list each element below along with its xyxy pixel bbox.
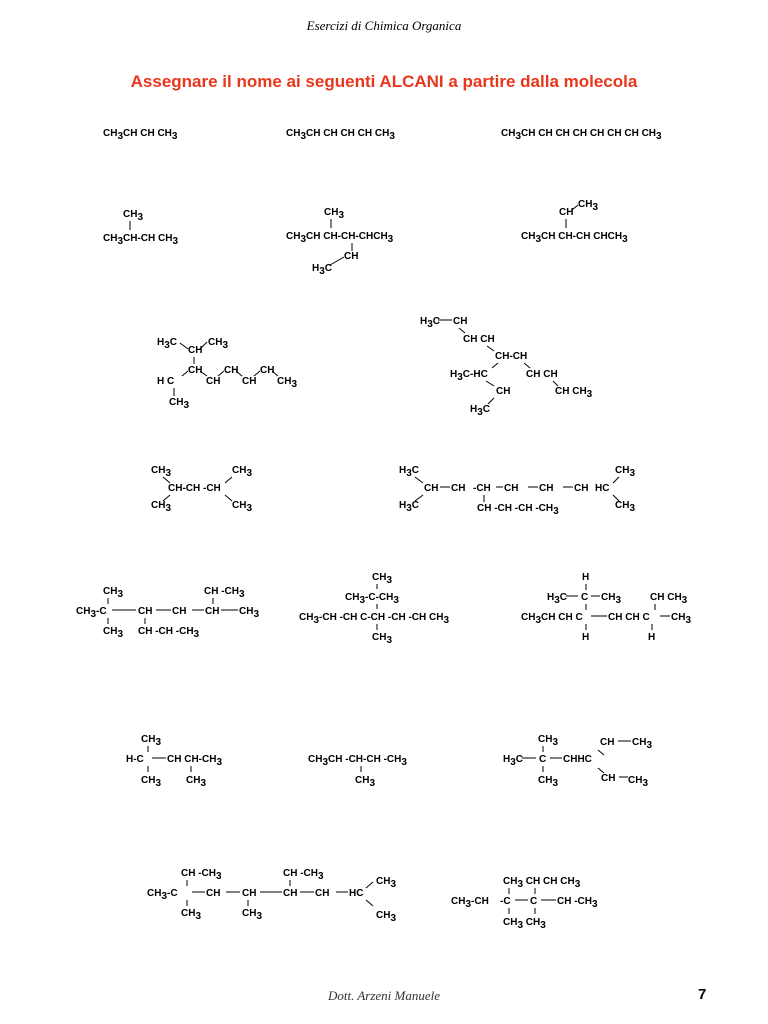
mol-15-text: CH3CH -CH-CH -CH3	[308, 754, 407, 768]
mol-14-text: H-C	[126, 754, 144, 765]
mol-10-text: CH	[574, 483, 589, 494]
mol-9-text: CH3	[232, 500, 253, 514]
mol-7-text: CH	[224, 365, 239, 376]
mol-18-text: CH -CH3	[557, 896, 598, 910]
mol-5-text: CH3	[324, 207, 345, 221]
mol-9-text: CH3	[151, 465, 172, 479]
mol-9-text: CH3	[232, 465, 253, 479]
mol-17-text: CH -CH3	[283, 868, 324, 882]
mol-10-text: CH	[424, 483, 439, 494]
footer-author: Dott. Arzeni Manuele	[327, 988, 441, 1003]
mol-11-text: CH	[138, 606, 153, 617]
molecule-18	[451, 876, 598, 931]
mol-18-text: CH3 CH CH CH3	[503, 876, 581, 890]
mol-18-text: CH3-CH	[451, 896, 489, 910]
mol-7-text: H3C	[157, 337, 178, 351]
mol-16-text: C	[539, 754, 547, 765]
molecule-9	[151, 465, 252, 514]
mol-17-text: CH3	[242, 908, 263, 922]
molecule-15	[308, 754, 407, 789]
mol-10-text: H3C	[399, 465, 420, 479]
mol-16-text: CH	[600, 737, 615, 748]
mol-17-text: CH	[206, 888, 221, 899]
mol-11-text: CH3	[103, 586, 124, 600]
mol-7-text: CH3	[208, 337, 229, 351]
mol-7-text: CH	[260, 365, 275, 376]
mol-17-text: CH	[283, 888, 298, 899]
mol-11-text: CH3	[239, 606, 260, 620]
mol-10-text: CH3	[615, 500, 636, 514]
mol-16-text: CH3	[632, 737, 653, 751]
mol-17-text: CH3-C	[147, 888, 178, 902]
mol-17-text: CH3	[376, 910, 397, 924]
molecule-5	[286, 207, 394, 277]
mol-8-text: CH	[496, 386, 511, 397]
mol-10-text: CH3	[615, 465, 636, 479]
molecule-7	[157, 337, 297, 411]
molecule-13	[521, 572, 691, 643]
mol-8-text: H3C	[420, 316, 441, 330]
mol-13-text: CH CH3	[650, 592, 688, 606]
molecule-4	[103, 209, 178, 247]
mol-16-text: CH3	[538, 775, 559, 789]
mol-13-text: H	[582, 632, 590, 643]
mol-6-text: CH3CH CH-CH CHCH3	[521, 231, 628, 245]
page-number: 7	[698, 986, 707, 1003]
mol-7-text: CH	[188, 345, 203, 356]
mol-13-text: CH CH C	[608, 612, 650, 623]
mol-9-text: CH-CH -CH	[168, 483, 221, 494]
mol-8-text: CH CH3	[555, 386, 593, 400]
mol-18-text: -C	[500, 896, 511, 907]
mol-17-text: CH3	[376, 876, 397, 890]
molecule-1	[103, 128, 178, 142]
mol-5-text: CH3CH CH-CH-CHCH3	[286, 231, 394, 245]
molecule-16	[503, 734, 652, 789]
mol-14-text: CH3	[141, 734, 162, 748]
mol-2-text: CH3CH CH CH CH CH3	[286, 128, 395, 142]
molecule-14	[126, 734, 222, 789]
mol-10-text: CH	[504, 483, 519, 494]
mol-5-text: CH	[344, 251, 359, 262]
mol-8-text: CH CH	[526, 369, 558, 380]
mol-14-text: CH3	[186, 775, 207, 789]
page-header: Esercizi di Chimica Organica	[306, 18, 462, 33]
mol-13-text: CH3CH CH C	[521, 612, 583, 626]
molecule-8	[420, 316, 593, 418]
mol-12-text: CH3	[372, 572, 393, 586]
mol-13-text: H	[648, 632, 656, 643]
mol-16-text: CH	[601, 773, 616, 784]
mol-17-text: CH3	[181, 908, 202, 922]
molecule-6	[521, 199, 628, 245]
mol-7-text: CH3	[169, 397, 190, 411]
mol-8-text: H3C-HC	[450, 369, 488, 383]
mol-13-text: H3C	[547, 592, 568, 606]
mol-16-text: CH3	[538, 734, 559, 748]
mol-7-text: CH	[242, 376, 257, 387]
mol-11-text: CH	[172, 606, 187, 617]
mol-11-text: CH	[205, 606, 220, 617]
mol-10-text: CH	[451, 483, 466, 494]
mol-13-text: CH3	[671, 612, 692, 626]
mol-14-text: CH CH-CH3	[167, 754, 223, 768]
mol-17-text: CH -CH3	[181, 868, 222, 882]
mol-3-text: CH3CH CH CH CH CH CH CH CH3	[501, 128, 662, 142]
molecule-17	[147, 868, 396, 924]
mol-13-text: CH3	[601, 592, 622, 606]
mol-11-text: CH -CH -CH3	[138, 626, 200, 640]
mol-12-text: CH3-C-CH3	[345, 592, 399, 606]
molecule-3	[501, 128, 662, 142]
mol-7-text: CH	[206, 376, 221, 387]
mol-6-text: CH	[559, 207, 574, 218]
mol-7-text: H C	[157, 376, 175, 387]
mol-7-text: CH3	[277, 376, 298, 390]
mol-8-text: CH-CH	[495, 351, 528, 362]
mol-17-text: CH	[315, 888, 330, 899]
mol-10-text: HC	[595, 483, 610, 494]
molecule-2	[286, 128, 395, 142]
mol-17-text: HC	[349, 888, 364, 899]
mol-7-text: CH	[188, 365, 203, 376]
mol-15-text: CH3	[355, 775, 376, 789]
molecule-11	[76, 586, 259, 640]
mol-9-text: CH3	[151, 500, 172, 514]
mol-5-text: H3C	[312, 263, 333, 277]
mol-11-text: CH3	[103, 626, 124, 640]
mol-4-text: CH3	[123, 209, 144, 223]
mol-12-text: CH3	[372, 632, 393, 646]
mol-16-text: CH3	[628, 775, 649, 789]
mol-8-text: H3C	[470, 404, 491, 418]
mol-12-text: CH3-CH -CH C-CH -CH -CH CH3	[299, 612, 450, 626]
mol-1-text: CH3CH CH CH3	[103, 128, 178, 142]
mol-4-text: CH3CH-CH CH3	[103, 233, 179, 247]
mol-11-text: CH3-C	[76, 606, 107, 620]
mol-8-text: CH CH	[463, 334, 495, 345]
mol-16-text: H3C	[503, 754, 524, 768]
mol-11-text: CH -CH3	[204, 586, 245, 600]
mol-13-text: H	[582, 572, 590, 583]
page-title: Assegnare il nome ai seguenti ALCANI a partire dalla molecola	[130, 72, 638, 91]
mol-10-text: H3C	[399, 500, 420, 514]
mol-17-text: CH	[242, 888, 257, 899]
mol-10-text: CH -CH -CH -CH3	[477, 503, 559, 517]
mol-6-text: CH3	[578, 199, 599, 213]
mol-10-text: CH	[539, 483, 554, 494]
molecule-12	[299, 572, 449, 646]
mol-13-text: C	[581, 592, 589, 603]
mol-8-text: CH	[453, 316, 468, 327]
mol-16-text: CHHC	[563, 754, 592, 765]
molecule-10	[399, 465, 635, 517]
mol-18-text: CH3 CH3	[503, 917, 546, 931]
mol-10-text: -CH	[473, 483, 491, 494]
mol-14-text: CH3	[141, 775, 162, 789]
mol-18-text: C	[530, 896, 538, 907]
